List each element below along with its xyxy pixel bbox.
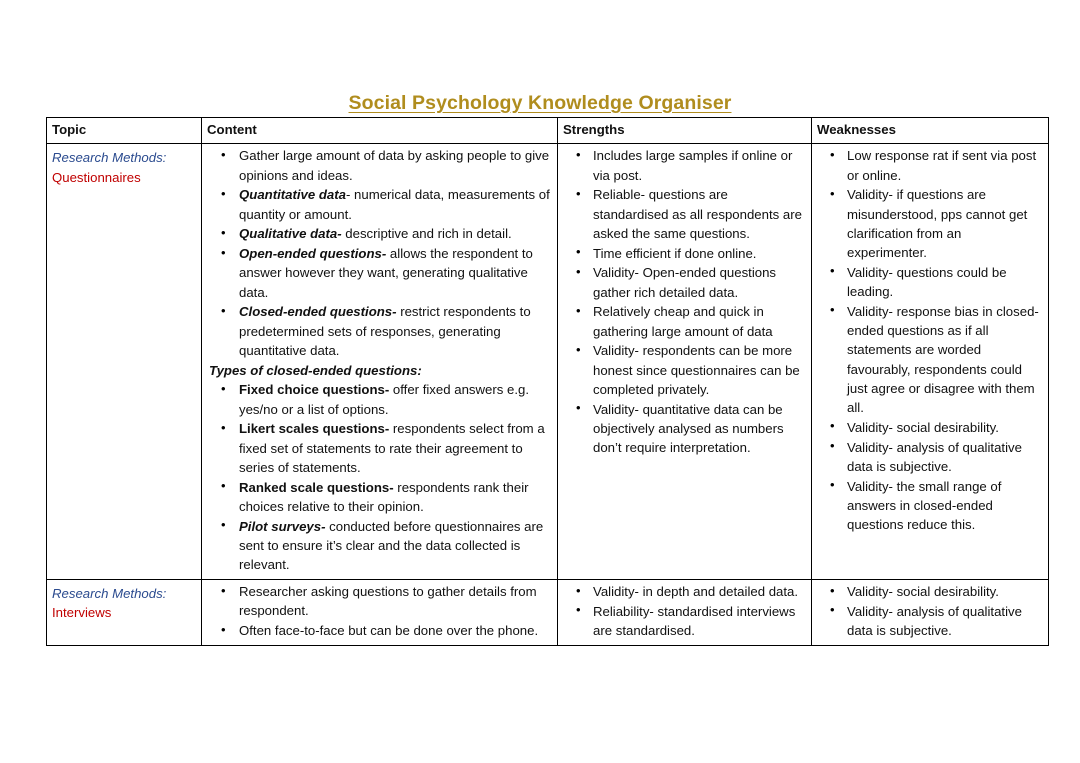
strengths-bullet: • Validity- Open-ended questions gather rich detailed data.	[593, 263, 807, 302]
content-list	[207, 146, 553, 574]
topic-value: Interviews	[52, 605, 112, 621]
content-bullet	[239, 621, 553, 640]
content-subheading	[209, 361, 553, 380]
column-header-topic: Topic	[47, 118, 202, 144]
weaknesses-list	[817, 146, 1044, 534]
content-bullet	[239, 517, 553, 575]
content-bullet-term: Qualitative data-	[239, 226, 342, 242]
topic-label: Research Methods:	[52, 586, 167, 602]
content-bullet-term: Ranked scale questions-	[239, 479, 394, 495]
weaknesses-bullet: • Low response rat if sent via post or online.	[847, 146, 1044, 185]
content-bullet-term: Quantitative data	[239, 187, 346, 203]
strengths-bullet: • Relatively cheap and quick in gathering large amount of data	[593, 302, 807, 341]
strengths-bullet: • Validity- in depth and detailed data.	[593, 582, 807, 601]
content-bullet	[239, 380, 553, 419]
weaknesses-bullet: • Validity- social desirability.	[847, 582, 1044, 601]
content-bullet-term: Closed-ended questions-	[239, 304, 397, 320]
content-bullet	[239, 185, 553, 224]
table-row	[47, 580, 1049, 646]
strengths-bullet: • Time efficient if done online.	[593, 244, 807, 263]
content-bullet-term: Fixed choice questions-	[239, 382, 390, 398]
content-bullet-term: Open-ended questions-	[239, 246, 387, 262]
weaknesses-bullet: • Validity- response bias in closed-ended questions as if all statements are worded favourably, respondents could just agree or disagree with them all.	[847, 302, 1044, 418]
content-bullet	[239, 146, 553, 185]
strengths-cell	[558, 144, 812, 580]
content-subheading-text: Types of closed-ended questions:	[209, 362, 422, 378]
topic-value: Questionnaires	[52, 169, 141, 185]
weaknesses-cell	[812, 580, 1049, 646]
content-bullet-text: conducted before questionnaires are sent to ensure it’s clear and the data collected is relevant.	[239, 518, 544, 573]
content-bullet	[239, 244, 553, 302]
column-header-weaknesses: Weaknesses	[812, 118, 1049, 144]
content-list	[207, 582, 553, 640]
content-bullet-text: - numerical data, measurements of quantity or amount.	[239, 187, 550, 222]
column-header-content: Content	[202, 118, 558, 144]
page-title: Social Psychology Knowledge Organiser	[348, 92, 732, 114]
content-bullet-text: Often face-to-face but can be done over the phone.	[239, 623, 539, 639]
content-bullet-term: Pilot surveys-	[239, 518, 326, 534]
content-bullet	[239, 224, 553, 243]
table-body	[47, 144, 1049, 646]
weaknesses-bullet: • Validity- the small range of answers in closed-ended questions reduce this.	[847, 477, 1044, 535]
content-bullet	[239, 478, 553, 517]
content-bullet-text: respondents select from a fixed set of statements to rate their agreement to series of statements.	[239, 421, 545, 476]
weaknesses-bullet: • Validity- analysis of qualitative data is subjective.	[847, 602, 1044, 641]
content-bullet-text: descriptive and rich in detail.	[341, 226, 512, 242]
weaknesses-list	[817, 582, 1044, 640]
content-bullet	[239, 419, 553, 477]
strengths-list	[563, 146, 807, 457]
strengths-bullet: • Includes large samples if online or via post.	[593, 146, 807, 185]
table-header-row	[47, 118, 1049, 144]
strengths-bullet: • Validity- quantitative data can be objectively analysed as numbers don’t require interpretation.	[593, 400, 807, 458]
weaknesses-bullet: • Validity- analysis of qualitative data is subjective.	[847, 438, 1044, 477]
strengths-bullet: • Reliable- questions are standardised as all respondents are asked the same questions.	[593, 185, 807, 243]
strengths-list	[563, 582, 807, 640]
strengths-bullet: • Validity- respondents can be more honest since questionnaires can be completed privately.	[593, 341, 807, 399]
content-cell	[202, 580, 558, 646]
content-bullet-text: allows the respondent to answer however they want, generating qualitative data.	[239, 246, 533, 300]
weaknesses-bullet: • Validity- questions could be leading.	[847, 263, 1044, 302]
content-bullet-text: Gather large amount of data by asking people to give opinions and ideas.	[239, 148, 550, 183]
content-bullet-text: Researcher asking questions to gather details from respondent.	[239, 584, 537, 619]
weaknesses-cell	[812, 144, 1049, 580]
strengths-cell	[558, 580, 812, 646]
content-bullet	[239, 582, 553, 621]
weaknesses-bullet: • Validity- social desirability.	[847, 418, 1044, 437]
topic-cell	[47, 144, 202, 580]
weaknesses-bullet: • Validity- if questions are misunderstood, pps cannot get clarification from an experimenter.	[847, 185, 1044, 262]
topic-cell	[47, 580, 202, 646]
content-cell	[202, 144, 558, 580]
table-row	[47, 144, 1049, 580]
topic-label: Research Methods:	[52, 150, 167, 166]
content-bullet-text: respondents rank their choices relative to their opinion.	[239, 479, 529, 515]
content-bullet-text: restrict respondents to predetermined sets of responses, generating quantitative data.	[239, 304, 531, 358]
content-bullet-text: offer fixed answers e.g. yes/no or a list of options.	[239, 382, 529, 417]
column-header-strengths: Strengths	[558, 118, 812, 144]
knowledge-organiser-table	[46, 117, 1049, 646]
strengths-bullet: • Reliability- standardised interviews are standardised.	[593, 602, 807, 641]
content-bullet	[239, 302, 553, 360]
content-bullet-term: Likert scales questions-	[239, 421, 390, 437]
